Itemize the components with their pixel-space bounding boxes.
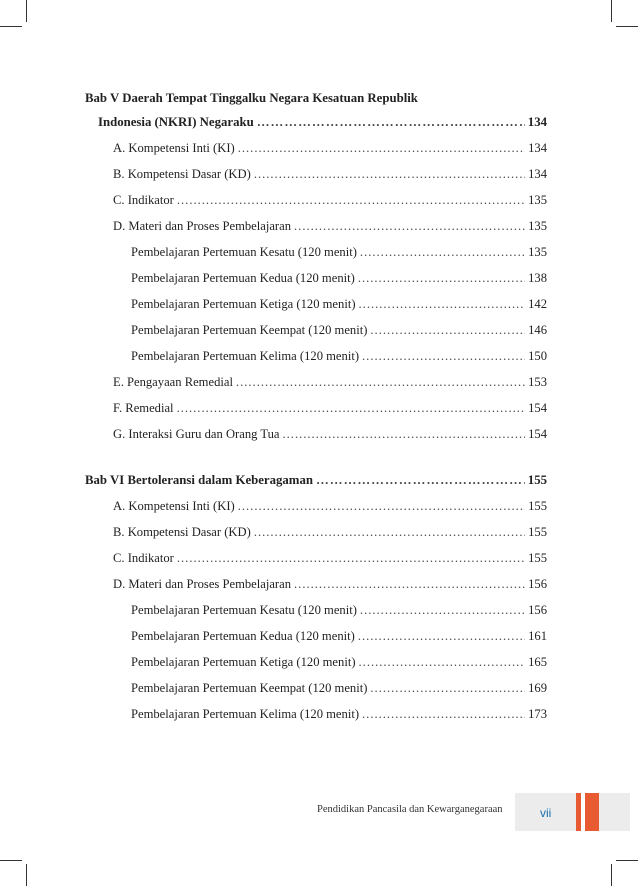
dot-leader: [238, 140, 525, 156]
dot-leader: [360, 602, 525, 618]
toc-subentry[interactable]: [131, 270, 547, 286]
dot-leader: [360, 244, 525, 260]
page-number: 165: [528, 655, 547, 669]
toc-entry[interactable]: [113, 400, 547, 416]
page-number: 134: [528, 141, 547, 155]
page-number: 138: [528, 271, 547, 285]
chapter-title: Indonesia (NKRI) Negaraku: [98, 115, 254, 129]
dot-leader: [254, 166, 525, 182]
toc-entry[interactable]: [113, 218, 547, 234]
dot-leader: [316, 472, 525, 488]
dot-leader: [283, 426, 526, 442]
crop-mark: [0, 26, 22, 27]
accent-bar-bg: [599, 793, 630, 831]
page-number: 156: [528, 603, 547, 617]
page-number: 134: [527, 115, 547, 129]
toc-subentry[interactable]: [131, 244, 547, 260]
page-number: 161: [528, 629, 547, 643]
toc-subentry[interactable]: [131, 348, 547, 364]
page-number: 150: [528, 349, 547, 363]
crop-mark: [616, 26, 638, 27]
entry-label: Pembelajaran Pertemuan Ketiga (120 menit): [131, 655, 356, 669]
entry-label: Pembelajaran Pertemuan Kelima (120 menit): [131, 349, 360, 363]
dot-leader: [177, 550, 525, 566]
page-number: 154: [528, 401, 547, 415]
chapter-title: Bab VI Bertoleransi dalam Keberagaman: [85, 473, 313, 487]
entry-label: D. Materi dan Proses Pembelajaran: [113, 219, 292, 233]
toc-entry[interactable]: [113, 576, 547, 592]
toc-subentry[interactable]: [131, 654, 547, 670]
toc-subentry[interactable]: [131, 322, 547, 338]
page-number: 142: [528, 297, 547, 311]
entry-label: A. Kompetensi Inti (KI): [113, 141, 235, 155]
entry-label: Pembelajaran Pertemuan Keempat (120 menit): [131, 323, 368, 337]
toc-entry[interactable]: [113, 426, 547, 442]
page-number: 155: [528, 499, 547, 513]
dot-leader: [358, 628, 525, 644]
page-number: 146: [528, 323, 547, 337]
dot-leader: [238, 498, 525, 514]
dot-leader: [370, 680, 525, 696]
page-number: 135: [528, 219, 547, 233]
dot-leader: [362, 348, 525, 364]
page-number: 155: [528, 525, 547, 539]
crop-mark: [26, 0, 27, 22]
toc-subentry[interactable]: [131, 706, 547, 722]
chapter-entry[interactable]: [98, 114, 547, 130]
dot-leader: [359, 296, 526, 312]
entry-label: G. Interaksi Guru dan Orang Tua: [113, 427, 280, 441]
dot-leader: [362, 706, 525, 722]
entry-label: Pembelajaran Pertemuan Kesatu (120 menit): [131, 603, 357, 617]
entry-label: F. Remedial: [113, 401, 174, 415]
dot-leader: [294, 218, 525, 234]
crop-mark: [611, 864, 612, 886]
chapter-entry[interactable]: [85, 472, 547, 488]
folio-page-number: vii: [540, 806, 552, 820]
toc-entry[interactable]: [113, 524, 547, 540]
page-number: 169: [528, 681, 547, 695]
dot-leader: [359, 654, 526, 670]
entry-label: B. Kompetensi Dasar (KD): [113, 525, 251, 539]
entry-label: Pembelajaran Pertemuan Ketiga (120 menit): [131, 297, 356, 311]
page-number: 155: [527, 473, 547, 487]
toc-subentry[interactable]: [131, 296, 547, 312]
toc-subentry[interactable]: [131, 680, 547, 696]
dot-leader: [236, 374, 525, 390]
crop-mark: [0, 860, 22, 861]
toc-entry[interactable]: [113, 374, 547, 390]
toc-entry[interactable]: [113, 140, 547, 156]
page-number: 153: [528, 375, 547, 389]
entry-label: Pembelajaran Pertemuan Kelima (120 menit): [131, 707, 360, 721]
entry-label: E. Pengayaan Remedial: [113, 375, 233, 389]
toc-subentry[interactable]: [131, 628, 547, 644]
entry-label: Pembelajaran Pertemuan Kedua (120 menit): [131, 271, 355, 285]
page-number: 173: [528, 707, 547, 721]
page-number: 135: [528, 193, 547, 207]
entry-label: C. Indikator: [113, 193, 174, 207]
dot-leader: [177, 192, 525, 208]
toc-entry[interactable]: [113, 498, 547, 514]
toc-subentry[interactable]: [131, 602, 547, 618]
crop-mark: [616, 860, 638, 861]
book-title: Pendidikan Pancasila dan Kewarganegaraan: [317, 804, 503, 815]
entry-label: C. Indikator: [113, 551, 174, 565]
dot-leader: [257, 114, 525, 130]
dot-leader: [254, 524, 525, 540]
dot-leader: [294, 576, 525, 592]
page-number: 135: [528, 245, 547, 259]
dot-leader: [358, 270, 525, 286]
accent-bar: [576, 793, 581, 831]
chapter-heading: Bab V Daerah Tempat Tinggalku Negara Kesatuan Republik: [85, 91, 418, 105]
dot-leader: [370, 322, 525, 338]
dot-leader: [177, 400, 526, 416]
page-number: 134: [528, 167, 547, 181]
page-number: 154: [528, 427, 547, 441]
toc-entry[interactable]: [113, 550, 547, 566]
entry-label: Pembelajaran Pertemuan Kedua (120 menit): [131, 629, 355, 643]
crop-mark: [26, 864, 27, 886]
page-number: 156: [528, 577, 547, 591]
crop-mark: [611, 0, 612, 22]
entry-label: D. Materi dan Proses Pembelajaran: [113, 577, 292, 591]
toc-entry[interactable]: [113, 192, 547, 208]
accent-bar: [585, 793, 599, 831]
entry-label: B. Kompetensi Dasar (KD): [113, 167, 251, 181]
entry-label: Pembelajaran Pertemuan Keempat (120 menit): [131, 681, 368, 695]
page-number: 155: [528, 551, 547, 565]
entry-label: Pembelajaran Pertemuan Kesatu (120 menit): [131, 245, 357, 259]
toc-entry[interactable]: [113, 166, 547, 182]
entry-label: A. Kompetensi Inti (KI): [113, 499, 235, 513]
